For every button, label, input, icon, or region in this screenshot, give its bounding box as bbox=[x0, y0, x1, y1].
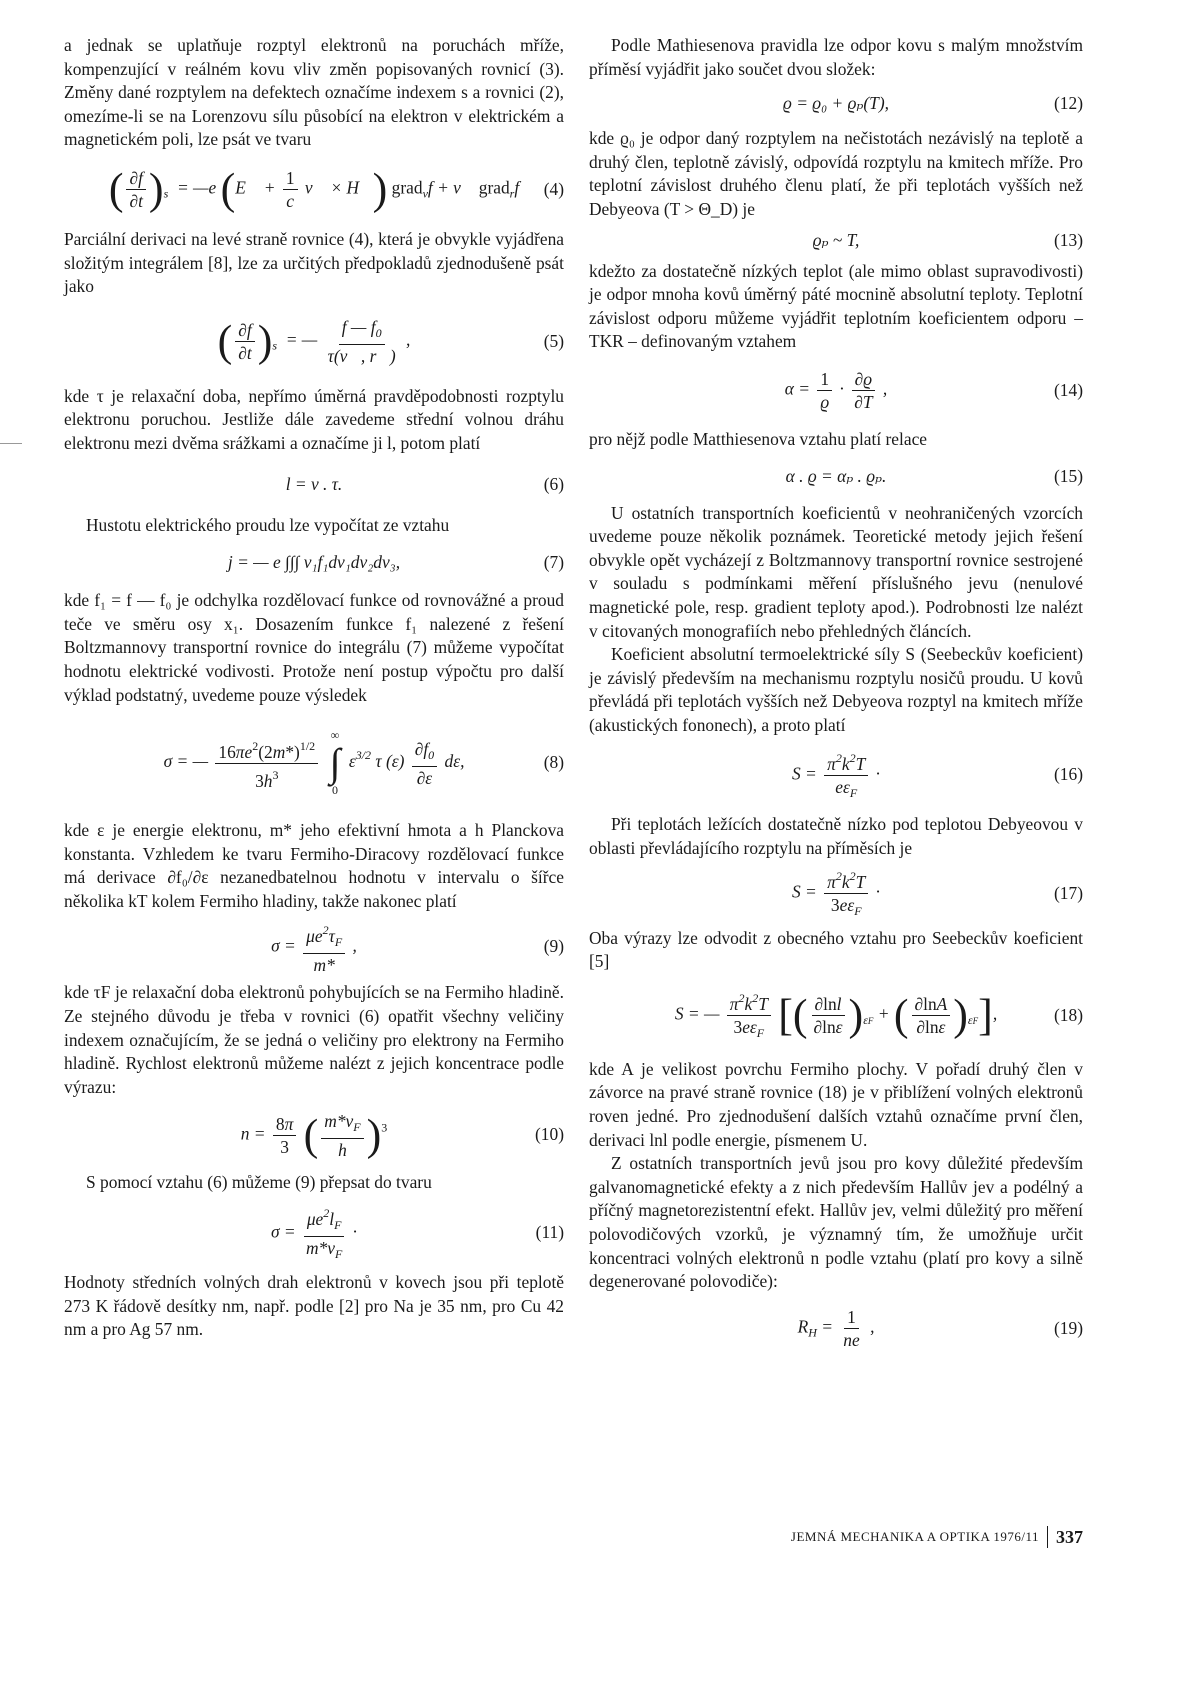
paragraph: a jednak se uplatňuje rozptyl elektronů na poruchách mříže, kompenzující v reálném kovu vliv změn popisovaných rovnicí (3). Změny dané rozptylem na defektech označíme indexem s a rovnici (2), omezíme-li se na Lorenzovu sílu působící na elektron v elektrickém a magnetickém poli, lze psát ve tvaru bbox=[64, 35, 564, 150]
page-number: 337 bbox=[1056, 1526, 1083, 1547]
equation-17: S = $\frac{\pi^2k^2T}{3e\varepsilon_F}$ · (17) bbox=[589, 861, 1083, 927]
page-footer bbox=[760, 1526, 1083, 1548]
margin-mark bbox=[0, 443, 22, 444]
paragraph: pro nějž podle Matthiesenova vztahu platí relace bbox=[589, 428, 928, 449]
paragraph: kdežto za dostatečně nízkých teplot (ale mimo oblast supravodivosti) je odpor mnoha kovů úměrný páté mocnině absolutní teploty. Teplotní závislost odporu můžeme vyjádřit teplotním koeficientem odporu – TKR – definovaným vztahem bbox=[589, 260, 1083, 352]
equation-10: n = $\frac{8\pi}{3}$ ( $\frac{m*v_F}{h}$ )$^3$ (10) bbox=[240, 1110, 564, 1160]
equation-11-formula: σ = $\frac{\mu e^2l_F}{m*v_F}$ · bbox=[271, 1202, 357, 1265]
equation-14: α = $\frac{1}{ϱ}$ · $\frac{\partial ϱ}{\partial T}$ , (14) bbox=[784, 369, 1083, 413]
paragraph: kde τF je relaxační doba elektronů pohybujících se na Fermiho hladině. Ze stejného důvodu je třeba v rovnici (6) opatřit všechny veličiny indexem označujícím, že se jedná o veličiny pro elektrony na Fermiho hladině. Rychlost elektronů můžeme nalézt z jejich koncentrace podle výrazu: bbox=[64, 982, 564, 1097]
paragraph: Hodnoty středních volných drah elektronů v kovech jsou při teplotě 273 K řádově desítky nm, např. podle [2] pro Na je 35 nm, pro Cu 42 nm a pro Ag 57 nm. bbox=[64, 1272, 564, 1340]
equation-8: σ = — $\frac{16\pi e^2(2m*)^{1/2}}{3h^3}$ ∞ ∫ 0 $\varepsilon^{3/2}$ τ (ε) $\frac{\partial f_0}{\partial\varepsilon}$ dε, (8) bbox=[163, 728, 564, 798]
equation-11: σ = $\frac{\mu e^2l_F}{m*v_F}$ · (11) bbox=[64, 1195, 564, 1271]
paragraph: kde A je velikost povrchu Fermiho plochy. V pořadí druhý člen v závorce na pravé straně rovnice (18) je v přiblížení volných elektronů roven jedné. Pro zjednodušení dalších vztahů označíme první člen, derivaci lnl podle energie, písmenem U. bbox=[589, 1058, 1083, 1150]
equation-9: σ = $\frac{\mu e^2\tau_F}{m*}$ , (9) bbox=[64, 913, 564, 981]
footer-divider bbox=[1047, 1526, 1048, 1548]
paragraph: kde ϱ₀ je odpor daný rozptylem na nečistotách nezávislý na teplotě a druhý člen, teplotně závislý, odpovídá rozptylu na kmitech mříže. Pro teplotní závislost druhého členu platí, že při teplotách vyšších než Debyeova (T > Θ_D) je bbox=[589, 128, 1083, 219]
equation-14-formula: α = $\frac{1}{ϱ}$ · $\frac{\partial ϱ}{\partial T}$ , bbox=[784, 369, 888, 413]
equation-4-formula: ( $\frac{\partial f}{\partial t}$ )$_s$ = —e (E⃗ + $\frac{1}{c}$ v⃗ × H⃗) grad$_v$f + v⃗ grad$_r$f bbox=[108, 164, 520, 214]
equation-7: j = — e ∫∫∫ v₁f₁dv₁dv₂dv₃, (7) bbox=[227, 552, 564, 573]
equation-10-formula: n = $\frac{8\pi}{3}$ ( $\frac{m*v_F}{h}$ )$^3$ bbox=[240, 1110, 388, 1160]
paragraph: kde ε je energie elektronu, m* jeho efektivní hmota a h Planckova konstanta. Vzhledem ke tvaru Fermiho-Diracovy rozdělovací funkce má derivace ∂f₀/∂ε nezanedbatelnou hodnotu v intervalu o šířce několika kT kolem Fermiho hladiny, takže nakonec platí bbox=[64, 820, 564, 911]
left-column bbox=[64, 34, 564, 1342]
paragraph: Parciální derivaci na levé straně rovnice (4), která je obvykle vyjádřena složitým integrálem [8], lze za určitých předpokladů zjednodušeně psát jako bbox=[64, 228, 564, 297]
equation-8-formula: σ = — $\frac{16\pi e^2(2m*)^{1/2}}{3h^3}$ ∞ ∫ 0 $\varepsilon^{3/2}$ τ (ε) $\frac{\partial f_0}{\partial\varepsilon}$ dε, bbox=[163, 728, 465, 798]
equation-12: ϱ = ϱ₀ + ϱₚ(T), (12) bbox=[783, 93, 1083, 114]
paragraph: Z ostatních transportních jevů jsou pro kovy důležité především galvanomagnetické efekty a z nich především Hallův jev a podélný a příčný magnetorezistentní efekt. Hallův jev, velmi důležitý pro měření polovodičových vzorků, je významný tím, že umožňuje určit koncentraci volných elektronů n podle vztahu (platí pro kovy a silně degenerované polovodiče): bbox=[589, 1153, 1083, 1292]
paragraph: Podle Mathiesenova pravidla lze odpor kovu s malým množstvím příměsí vyjádřit jako součet dvou složek: bbox=[589, 35, 1083, 79]
equation-9-formula: σ = $\frac{\mu e^2\tau_F}{m*}$ , bbox=[271, 919, 357, 976]
equation-16-formula: S = $\frac{\pi^2k^2T}{e\varepsilon_F}$ · bbox=[792, 747, 880, 804]
equation-19: $R_H$ = $\frac{1}{ne}$ , (19) bbox=[797, 1307, 1083, 1351]
right-column bbox=[589, 34, 1083, 1364]
equation-6: l = v . τ. (6) bbox=[285, 473, 564, 494]
equation-4: ( $\frac{\partial f}{\partial t}$ )$_s$ = —e (E⃗ + $\frac{1}{c}$ v⃗ × H⃗) grad$_v$f + v⃗ grad$_r$f (4) bbox=[108, 164, 564, 214]
paragraph: kde τ je relaxační doba, nepřímo úměrná pravděpodobnosti rozptylu elektronu poruchou. Jestliže dále zavedeme střední volnou dráhu elektronu mezi dvěma srážkami a označíme ji l, potom platí bbox=[64, 385, 564, 453]
equation-5: ( $\frac{\partial f}{\partial t}$ )$_s$ = — $\frac{f — f_0}{\tau(v⃗, r⃗)}$ , (5) bbox=[217, 316, 564, 367]
equation-19-formula: $R_H$ = $\frac{1}{ne}$ , bbox=[797, 1307, 875, 1351]
equation-13: ϱₚ ~ T, (13) bbox=[812, 229, 1083, 250]
paragraph: kde f₁ = f — f₀ je odchylka rozdělovací funkce od rovnovážné a proud teče ve směru osy x₁. Dosazením funkce f₁ nalezené z řešení Boltzmannovy transportní rovnice do integrálu (7) můžeme vypočítat hodnotu elektrické vodivosti. Protože není postup výpočtu pro další výklad podstatný, uvedeme pouze výsledek bbox=[64, 590, 564, 705]
equation-16: S = $\frac{\pi^2k^2T}{e\varepsilon_F}$ · (16) bbox=[589, 737, 1083, 813]
equation-18-formula: S = — $\frac{\pi^2k^2T}{3e\varepsilon_F}$ [( $\frac{\partial\ln l}{\partial\ln\varepsilon}$ )$_{\varepsilon F}$ + ( $\frac{\partial\ln A}{\partial\ln\varepsilon}$ )$_{\varepsilon F}$], bbox=[675, 987, 997, 1044]
paragraph: U ostatních transportních koeficientů v neohraničených vzorcích uvedeme pouze několik poznámek. Teoretické metody jejich řešení obvykle opět vycházejí z Boltzmannovy transportní rovnice sestrojené v souladu s podmínkami měření příslušného jevu (nenulové magnetické pole, resp. gradient teploty apod.). Podrobnosti lze nalézt v citovaných monografiích nebo přehledných článcích. bbox=[589, 502, 1083, 641]
equation-5-formula: ( $\frac{\partial f}{\partial t}$ )$_s$ = — $\frac{f — f_0}{\tau(v⃗, r⃗)}$ , bbox=[217, 316, 411, 367]
paragraph: Koeficient absolutní termoelektrické síly S (Seebeckův koeficient) je závislý především na mechanismu rozptylu nosičů proudu. U kovů převládá při teplotách vyšších než Debyeova rozptyl na kmitech mříže (akustických fononech), a proto platí bbox=[589, 644, 1083, 735]
journal-name: JEMNÁ MECHANIKA A OPTIKA 1976/11 bbox=[790, 1529, 1039, 1544]
paragraph: Hustotu elektrického proudu lze vypočítat ze vztahu bbox=[86, 514, 450, 535]
equation-18: S = — $\frac{\pi^2k^2T}{3e\varepsilon_F}$ [( $\frac{\partial\ln l}{\partial\ln\varepsilon}$ )$_{\varepsilon F}$ + ( $\frac{\partial\ln A}{\partial\ln\varepsilon}$ )$_{\varepsilon F}$], (18) bbox=[589, 974, 1083, 1058]
equation-17-formula: S = $\frac{\pi^2k^2T}{3e\varepsilon_F}$ · bbox=[792, 865, 880, 922]
equation-15: α . ϱ = αₚ . ϱₚ. (15) bbox=[785, 465, 1083, 486]
paragraph: Oba výrazy lze odvodit z obecného vztahu pro Seebeckův koeficient [5] bbox=[589, 927, 1083, 972]
paragraph: Při teplotách ležících dostatečně nízko pod teplotou Debyeovou v oblasti převládajícího rozptylu na příměsích je bbox=[589, 814, 1083, 859]
paragraph: S pomocí vztahu (6) můžeme (9) přepsat do tvaru bbox=[86, 1172, 432, 1193]
